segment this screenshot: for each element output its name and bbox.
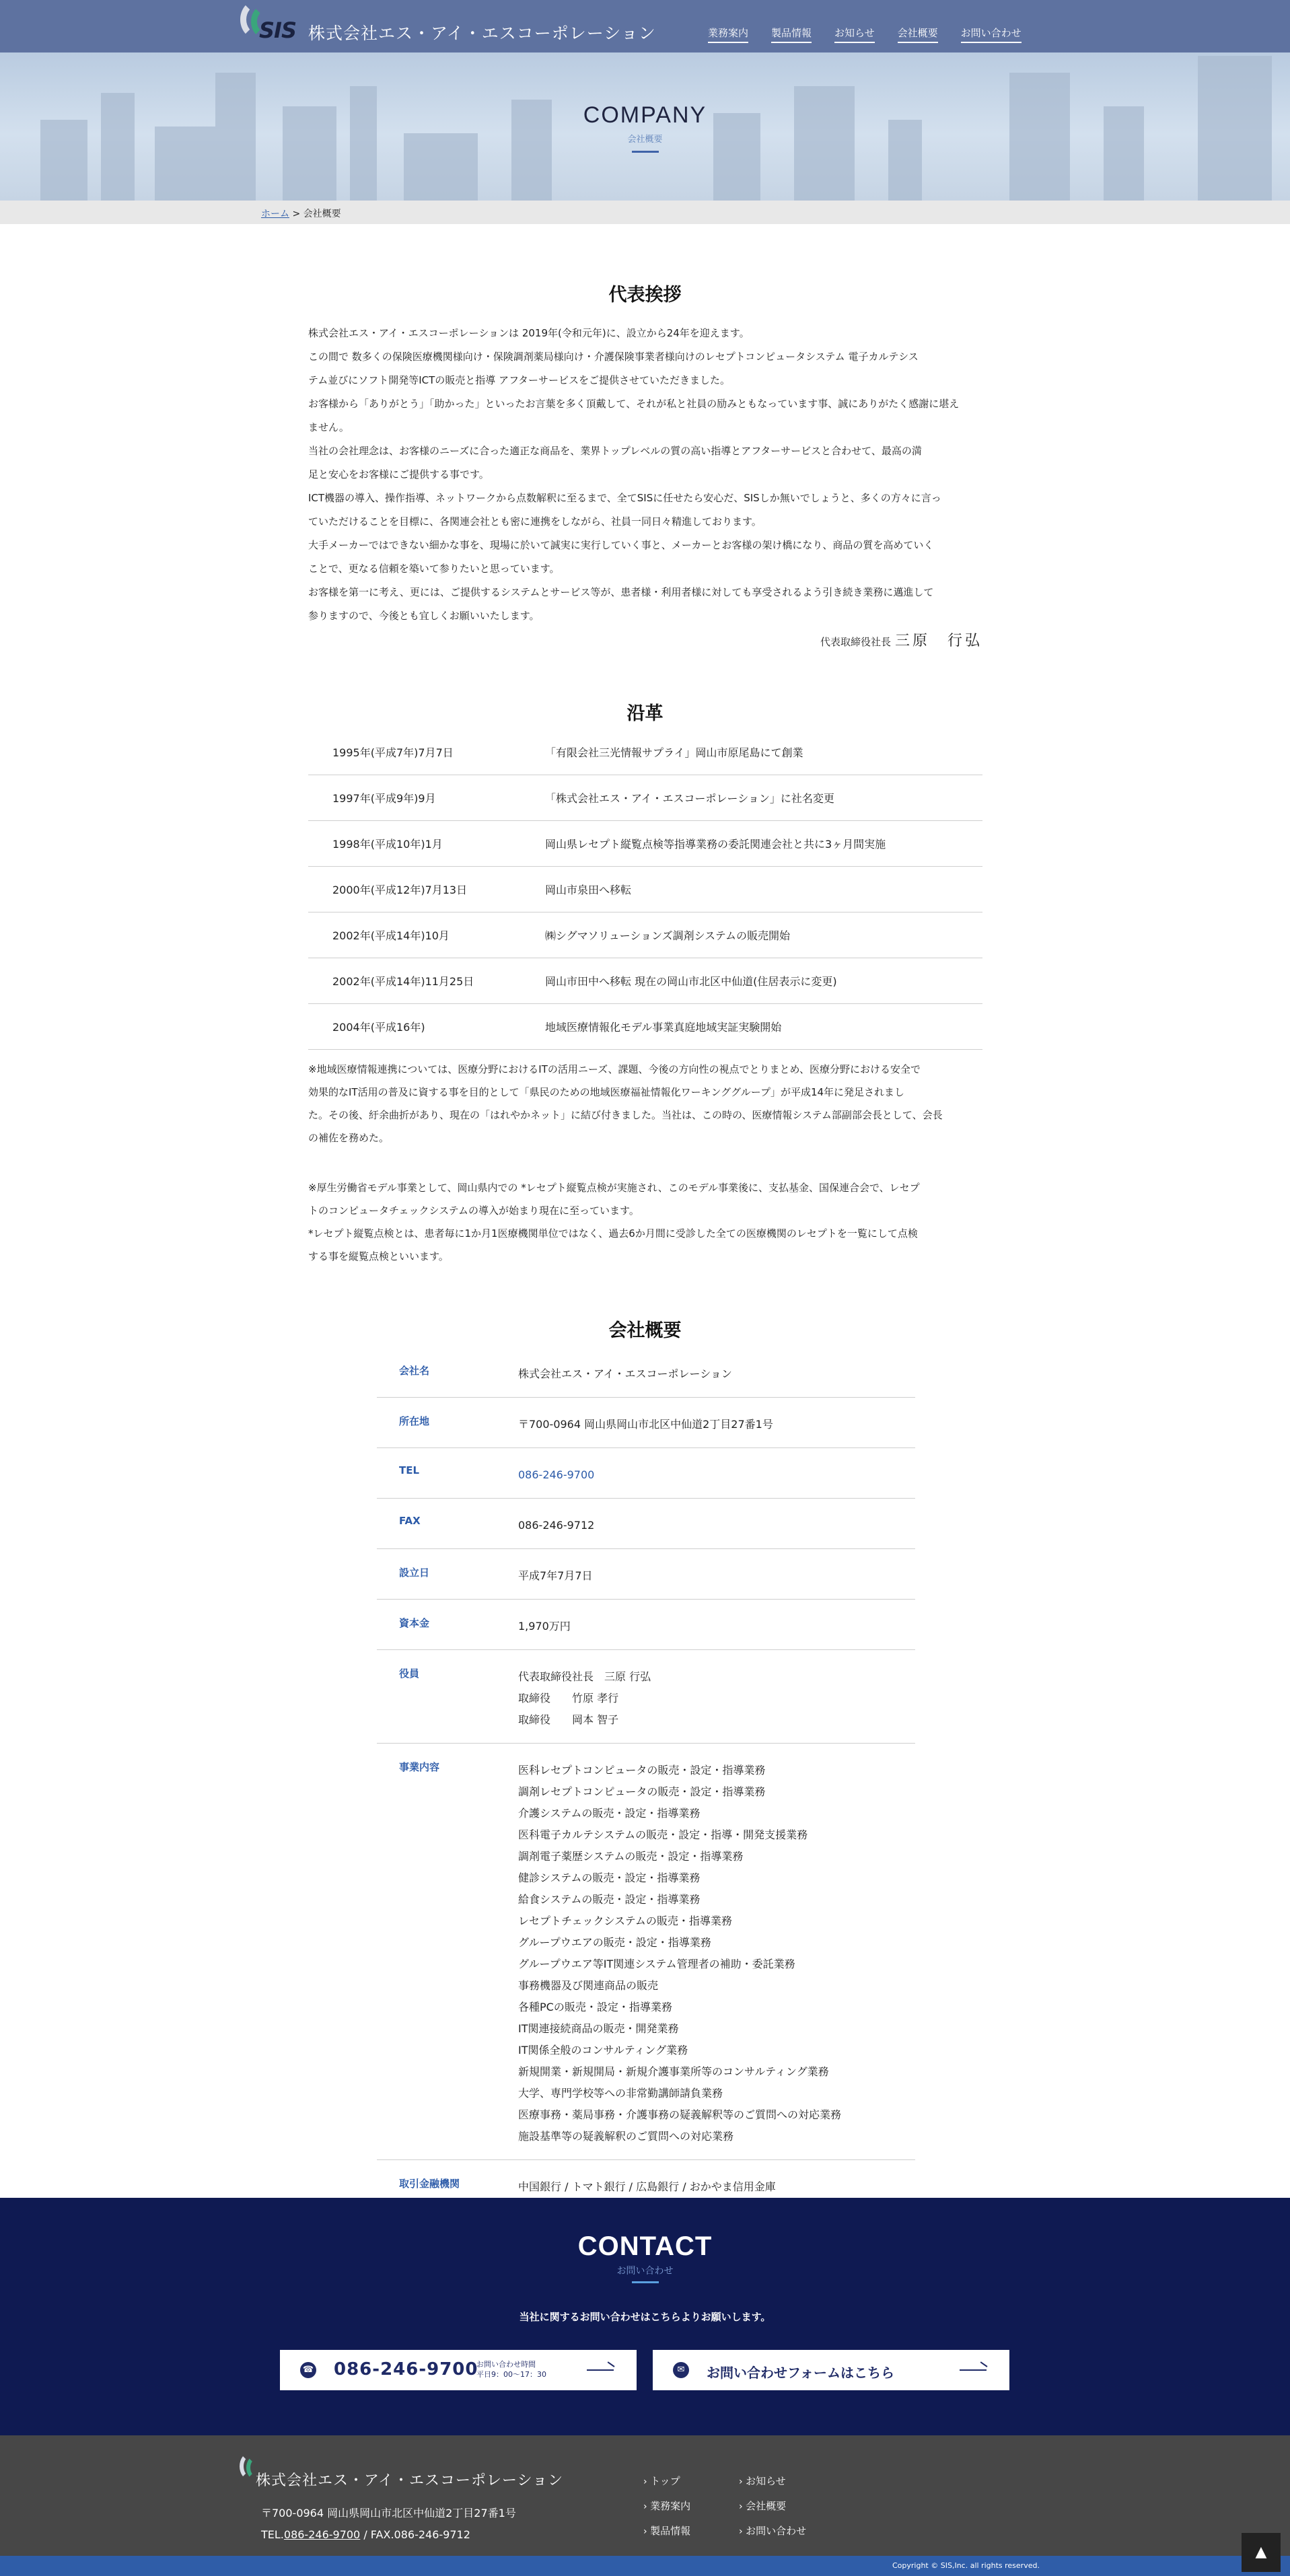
history-note-regional bbox=[308, 1058, 982, 1149]
hours-value: 平日9：00〜17：30 bbox=[476, 2370, 546, 2379]
footer-tel-prefix: TEL. bbox=[261, 2528, 284, 2541]
contact-form-button[interactable] bbox=[653, 2350, 1009, 2390]
overview-row-tel bbox=[377, 1448, 915, 1499]
overview-value: 医療事務・薬局事務・介護事務の疑義解釈等のご質問への対応業務 bbox=[518, 2108, 842, 2121]
contact-hours bbox=[476, 2359, 546, 2380]
overview-value: 各種PCの販売・設定・指導業務 bbox=[518, 2001, 672, 2013]
history-text: 「有限会社三光情報サプライ」岡山市原尾島にて創業 bbox=[545, 746, 803, 759]
history-date: 1998年(平成10年)1月 bbox=[332, 838, 443, 851]
breadcrumb-current: 会社概要 bbox=[303, 209, 341, 219]
nav-contact[interactable]: お問い合わせ bbox=[961, 26, 1022, 43]
tel-link[interactable]: 086-246-9700 bbox=[518, 1468, 595, 1481]
overview-key: TEL bbox=[399, 1464, 420, 1476]
history-text: 「株式会社エス・アイ・エスコーポレーション」に社名変更 bbox=[545, 792, 834, 805]
footer-company-name: 株式会社エス・アイ・エスコーポレーション bbox=[256, 2472, 564, 2489]
history-date: 2004年(平成16年) bbox=[332, 1021, 425, 1034]
note-line: 効果的なIT活用の普及に資する事を目的として「県民のための地域医療福祉情報化ワーキンググループ」が平成14年に発足されまし bbox=[308, 1086, 905, 1098]
contact-tel-number: 086-246-9700 bbox=[334, 2359, 478, 2380]
note-line: ※地域医療情報連携については、医療分野におけるITの活用ニーズ、課題、今後の方向性の視点でとりまとめ、医療分野における安全で bbox=[308, 1063, 921, 1075]
overview-row-name bbox=[377, 1347, 915, 1398]
note-line: ※厚生労働省モデル事業として、岡山県内での *レセプト縦覧点検が実施され、このモデル事業後に、支払基金、国保連合会で、レセプ bbox=[308, 1182, 920, 1194]
overview-key: 事業内容 bbox=[399, 1761, 440, 1773]
note-line: の補佐を務めた。 bbox=[308, 1132, 390, 1144]
phone-icon: ☎ bbox=[300, 2362, 316, 2378]
breadcrumb bbox=[0, 201, 1290, 224]
overview-value: IT関係全般のコンサルティング業務 bbox=[518, 2044, 688, 2056]
title-underline bbox=[632, 151, 659, 153]
site-header bbox=[0, 0, 1290, 52]
overview-row-officers bbox=[377, 1650, 915, 1744]
header-company-name[interactable]: 株式会社エス・アイ・エスコーポレーション bbox=[308, 24, 656, 43]
overview-value: 〒700-0964 岡山県岡山市北区中仙道2丁目27番1号 bbox=[518, 1418, 773, 1431]
logo-text: SIS bbox=[259, 17, 296, 43]
overview-value: 1,970万円 bbox=[518, 1620, 571, 1633]
signature bbox=[308, 629, 982, 650]
overview-row-address bbox=[377, 1398, 915, 1448]
contact-underline bbox=[632, 2281, 659, 2283]
footer-link-news[interactable]: › お知らせ bbox=[739, 2469, 806, 2494]
note-line: *レセプト縦覧点検とは、患者毎に1か月1医療機関単位ではなく、過去6か月間に受診した全ての医療機関のレセプトを一覧にして点検 bbox=[308, 1227, 918, 1240]
overview-value: 平成7年7月7日 bbox=[518, 1569, 593, 1582]
footer-link-contact[interactable]: › お問い合わせ bbox=[739, 2519, 806, 2544]
greeting-line: お客様から「ありがとう」「助かった」といったお言葉を多く頂戴して、それが私と社員の励みともなっています事、誠にありがたく感謝に堪え bbox=[308, 398, 960, 410]
overview-value: 大学、専門学校等への非常勤講師請負業務 bbox=[518, 2087, 723, 2100]
footer-link-business[interactable]: › 業務案内 bbox=[643, 2494, 690, 2519]
site-footer bbox=[0, 2435, 1290, 2556]
nav-business[interactable]: 業務案内 bbox=[708, 26, 748, 43]
overview-value: 健診システムの販売・設定・指導業務 bbox=[518, 1871, 701, 1884]
overview-key: 役員 bbox=[399, 1668, 420, 1680]
overview-key: 所在地 bbox=[399, 1415, 430, 1427]
greeting-line: 参りますので、今後とも宜しくお願いいたします。 bbox=[308, 610, 540, 622]
footer-address-block bbox=[261, 2503, 516, 2546]
history-row bbox=[308, 867, 982, 913]
history-row bbox=[308, 958, 982, 1004]
overview-value: 取締役 竹原 孝行 bbox=[518, 1692, 619, 1705]
history-date: 2000年(平成12年)7月13日 bbox=[332, 884, 468, 896]
note-line: する事を縦覧点検といいます。 bbox=[308, 1250, 449, 1262]
greeting-line: ていただけることを目標に、各関連会社とも密に連携をしながら、社員一同日々精進しております。 bbox=[308, 515, 762, 528]
history-row bbox=[308, 913, 982, 958]
contact-lead: 当社に関するお問い合わせはこちらよりお願いします。 bbox=[519, 2311, 771, 2323]
overview-row-founded bbox=[377, 1549, 915, 1600]
overview-value: 取締役 岡本 智子 bbox=[518, 1713, 619, 1726]
overview-title: 会社概要 bbox=[608, 1320, 682, 1341]
greeting-title: 代表挨拶 bbox=[608, 285, 682, 306]
history-row bbox=[308, 1004, 982, 1050]
breadcrumb-separator: > bbox=[292, 209, 301, 219]
history-row bbox=[308, 775, 982, 821]
overview-key: FAX bbox=[399, 1515, 421, 1527]
global-nav bbox=[708, 26, 1044, 43]
overview-key: 取引金融機関 bbox=[399, 2178, 460, 2190]
arrow-right-icon bbox=[960, 2369, 987, 2371]
greeting-line: お客様を第一に考え、更には、ご提供するシステムとサービス等が、患者様・利用者様に対しても享受されるよう引き続き業務に邁進して bbox=[308, 586, 934, 598]
greeting-line: ICT機器の導入、操作指導、ネットワークから点数解釈に至るまで、全てSISに任せたら安心だ、SISしか無いでしょうと、多くの方々に言っ bbox=[308, 492, 941, 504]
footer-link-company[interactable]: › 会社概要 bbox=[739, 2494, 806, 2519]
note-line: トのコンピュータチェックシステムの導入が始まり現在に至っています。 bbox=[308, 1205, 639, 1217]
overview-value: 株式会社エス・アイ・エスコーポレーション bbox=[518, 1367, 732, 1380]
history-title: 沿革 bbox=[626, 703, 664, 724]
greeting-line: ことで、更なる信頼を築いて参りたいと思っています。 bbox=[308, 563, 560, 575]
history-date: 1995年(平成7年)7月7日 bbox=[332, 746, 454, 759]
overview-value: 調剤電子薬歴システムの販売・設定・指導業務 bbox=[518, 1850, 744, 1863]
overview-key: 会社名 bbox=[399, 1365, 430, 1377]
history-table bbox=[308, 729, 982, 1050]
page-subtitle: 会社概要 bbox=[627, 135, 663, 145]
overview-value: 新規開業・新規開局・新規介護事業所等のコンサルティング業務 bbox=[518, 2065, 829, 2078]
overview-key: 資本金 bbox=[399, 1617, 430, 1629]
greeting-line: ません。 bbox=[308, 421, 349, 433]
nav-company[interactable]: 会社概要 bbox=[898, 26, 938, 43]
greeting-line: 足と安心をお客様にご提供する事です。 bbox=[308, 468, 489, 480]
mail-icon: ✉ bbox=[673, 2362, 689, 2378]
overview-value: 086-246-9712 bbox=[518, 1519, 595, 1532]
contact-subtitle: お問い合わせ bbox=[616, 2266, 674, 2277]
hours-label: お問い合わせ時間 bbox=[476, 2360, 536, 2369]
history-text: 岡山市泉田へ移転 bbox=[545, 884, 632, 896]
history-row bbox=[308, 821, 982, 867]
overview-row-fax bbox=[377, 1499, 915, 1549]
nav-news[interactable]: お知らせ bbox=[834, 26, 875, 43]
history-date: 1997年(平成9年)9月 bbox=[332, 792, 436, 805]
overview-value: 医科電子カルテシステムの販売・設定・指導・開発支援業務 bbox=[518, 1828, 808, 1841]
page-title: COMPANY bbox=[583, 102, 707, 128]
overview-row-capital bbox=[377, 1600, 915, 1650]
signature-role: 代表取締役社長 bbox=[820, 636, 891, 648]
signature-name: 三原 行弘 bbox=[894, 633, 982, 649]
contact-tel-button[interactable] bbox=[280, 2350, 637, 2390]
overview-value: 介護システムの販売・設定・指導業務 bbox=[518, 1807, 701, 1820]
history-text: 岡山県レセプト縦覧点検等指導業務の委託関連会社と共に3ヶ月間実施 bbox=[545, 838, 886, 851]
overview-value: 給食システムの販売・設定・指導業務 bbox=[518, 1893, 701, 1906]
footer-tel-link[interactable]: 086-246-9700 bbox=[283, 2528, 361, 2541]
overview-value: 施設基準等の疑義解釈のご質問への対応業務 bbox=[518, 2130, 734, 2143]
overview-value: 事務機器及び関連商品の販売 bbox=[518, 1979, 659, 1992]
overview-value: 代表取締役社長 三原 行弘 bbox=[518, 1670, 651, 1683]
greeting-line: 大手メーカーではできない細かな事を、現場に於いて誠実に実行していく事と、メーカーとお客様の架け橋になり、商品の質を高めていく bbox=[308, 539, 934, 551]
greeting-line: 当社の会社理念は、お客様のニーズに合った適正な商品を、業界トップレベルの質の高い指導とアフターサービスと合わせて、最高の満 bbox=[308, 445, 922, 457]
overview-key: 設立日 bbox=[399, 1567, 430, 1579]
contact-section bbox=[0, 2198, 1290, 2435]
overview-value: 中国銀行 / トマト銀行 / 広島銀行 / おかやま信用金庫 bbox=[518, 2180, 776, 2193]
history-row bbox=[308, 729, 982, 775]
copyright-text: Copyright © SIS,Inc. all rights reserved. bbox=[892, 2561, 1040, 2570]
overview-value: レセプトチェックシステムの販売・指導業務 bbox=[518, 1915, 732, 1927]
overview-value: IT関連接続商品の販売・開発業務 bbox=[518, 2022, 679, 2035]
breadcrumb-home-link[interactable]: ホーム bbox=[261, 209, 289, 219]
greeting-line: 株式会社エス・アイ・エスコーポレーションは 2019年(令和元年)に、設立から24年を迎えます。 bbox=[308, 327, 750, 339]
history-text: 地域医療情報化モデル事業真庭地域実証実験開始 bbox=[545, 1021, 782, 1034]
footer-links-col1 bbox=[643, 2469, 690, 2544]
company-logo[interactable] bbox=[239, 0, 299, 51]
overview-row-business bbox=[377, 1744, 915, 2160]
greeting-body bbox=[308, 322, 982, 628]
back-to-top-button[interactable]: ▲ bbox=[1242, 2533, 1281, 2572]
note-line: た。その後、紆余曲折があり、現在の「はれやかネット」に結び付きました。当社は、この時の、医療情報システム部副部会長として、会長 bbox=[308, 1109, 943, 1121]
overview-value: グループウエアの販売・設定・指導業務 bbox=[518, 1936, 711, 1949]
overview-table bbox=[377, 1347, 915, 2211]
history-note-receipt bbox=[308, 1176, 982, 1268]
greeting-line: この間で 数多くの保険医療機関様向け・保険調剤薬局様向け・介護保険事業者様向けのレセプトコンピュータシステム 電子カルテシス bbox=[308, 351, 919, 363]
contact-title: CONTACT bbox=[577, 2231, 713, 2261]
history-text: ㈱シグマソリューションズ調剤システムの販売開始 bbox=[545, 929, 791, 942]
history-text: 岡山市田中へ移転 現在の岡山市北区中仙道(住居表示に変更) bbox=[545, 975, 837, 988]
history-date: 2002年(平成14年)10月 bbox=[332, 929, 450, 942]
nav-products[interactable]: 製品情報 bbox=[771, 26, 812, 43]
overview-value: 医科レセプトコンピュータの販売・設定・指導業務 bbox=[518, 1764, 766, 1777]
arrow-right-icon bbox=[587, 2369, 614, 2371]
footer-address: 〒700-0964 岡山県岡山市北区中仙道2丁目27番1号 bbox=[261, 2507, 516, 2519]
overview-value: 調剤レセプトコンピュータの販売・設定・指導業務 bbox=[518, 1785, 766, 1798]
footer-link-top[interactable]: › トップ bbox=[643, 2469, 690, 2494]
overview-value: グループウエア等IT関連システム管理者の補助・委託業務 bbox=[518, 1958, 795, 1970]
contact-form-label: お問い合わせフォームはこちら bbox=[707, 2365, 894, 2381]
copyright-bar bbox=[0, 2556, 1290, 2576]
greeting-line: テム並びにソフト開発等ICTの販売と指導 アフターサービスをご提供させていただきました。 bbox=[308, 374, 731, 386]
footer-link-products[interactable]: › 製品情報 bbox=[643, 2519, 690, 2544]
footer-links-col2 bbox=[739, 2469, 806, 2544]
history-date: 2002年(平成14年)11月25日 bbox=[332, 975, 474, 988]
footer-fax: / FAX.086-246-9712 bbox=[360, 2528, 470, 2541]
